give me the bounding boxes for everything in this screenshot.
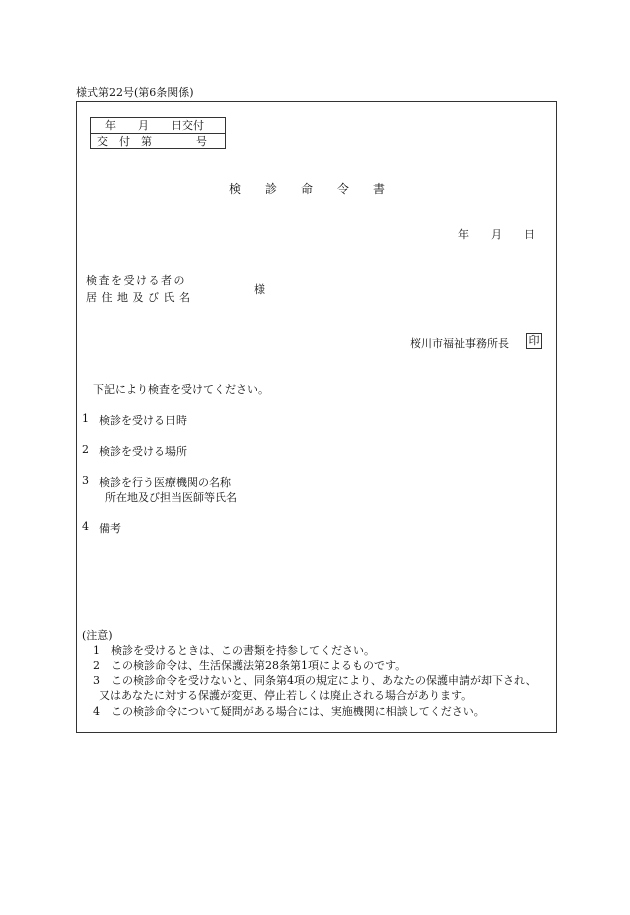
notes-heading: (注意) xyxy=(82,629,113,642)
item-1-number: 1 xyxy=(82,412,89,425)
note-line: 2 この検診命令は、生活保護法第28条第1項によるものです。 xyxy=(93,659,407,672)
recipient-honorific: 様 xyxy=(254,283,265,296)
note-line: 4 この検診命令について疑問がある場合には、実施機関に相談してください。 xyxy=(93,705,485,718)
date-line: 年 月 日 xyxy=(458,228,535,241)
seal-mark: 印 xyxy=(526,333,542,349)
item-3-subtext: 所在地及び担当医師等氏名 xyxy=(105,491,237,504)
note-line: 3 この検診命令を受けないと、同条第4項の規定により、あなたの保護申請が却下され、 xyxy=(93,674,537,687)
issue-box xyxy=(90,117,226,149)
form-id: 様式第22号(第6条関係) xyxy=(76,86,194,99)
item-2-number: 2 xyxy=(82,443,89,456)
note-line: 又はあなたに対する保護が変更、停止若しくは廃止される場合があります。 xyxy=(99,689,473,702)
item-4-number: 4 xyxy=(82,520,89,533)
issuer-name: 桜川市福祉事務所長 xyxy=(410,337,509,350)
document-title: 検 診 命 令 書 xyxy=(229,182,386,196)
note-line: 1 検診を受けるときは、この書類を持参してください。 xyxy=(93,644,375,657)
recipient-label-line2: 居住地及び氏名 xyxy=(86,291,195,304)
item-1-text: 検診を受ける日時 xyxy=(99,414,187,427)
item-3-text: 検診を行う医療機関の名称 xyxy=(99,476,231,489)
intro-text: 下記により検査を受けてください。 xyxy=(93,383,269,396)
item-4-text: 備考 xyxy=(99,522,121,535)
issue-date-label: 年 月 日交付 xyxy=(91,118,225,134)
recipient-label-line1: 検査を受ける者の xyxy=(86,274,186,287)
item-3-number: 3 xyxy=(82,474,89,487)
item-2-text: 検診を受ける場所 xyxy=(99,445,187,458)
issue-number-label: 交 付 第 号 xyxy=(97,135,207,148)
